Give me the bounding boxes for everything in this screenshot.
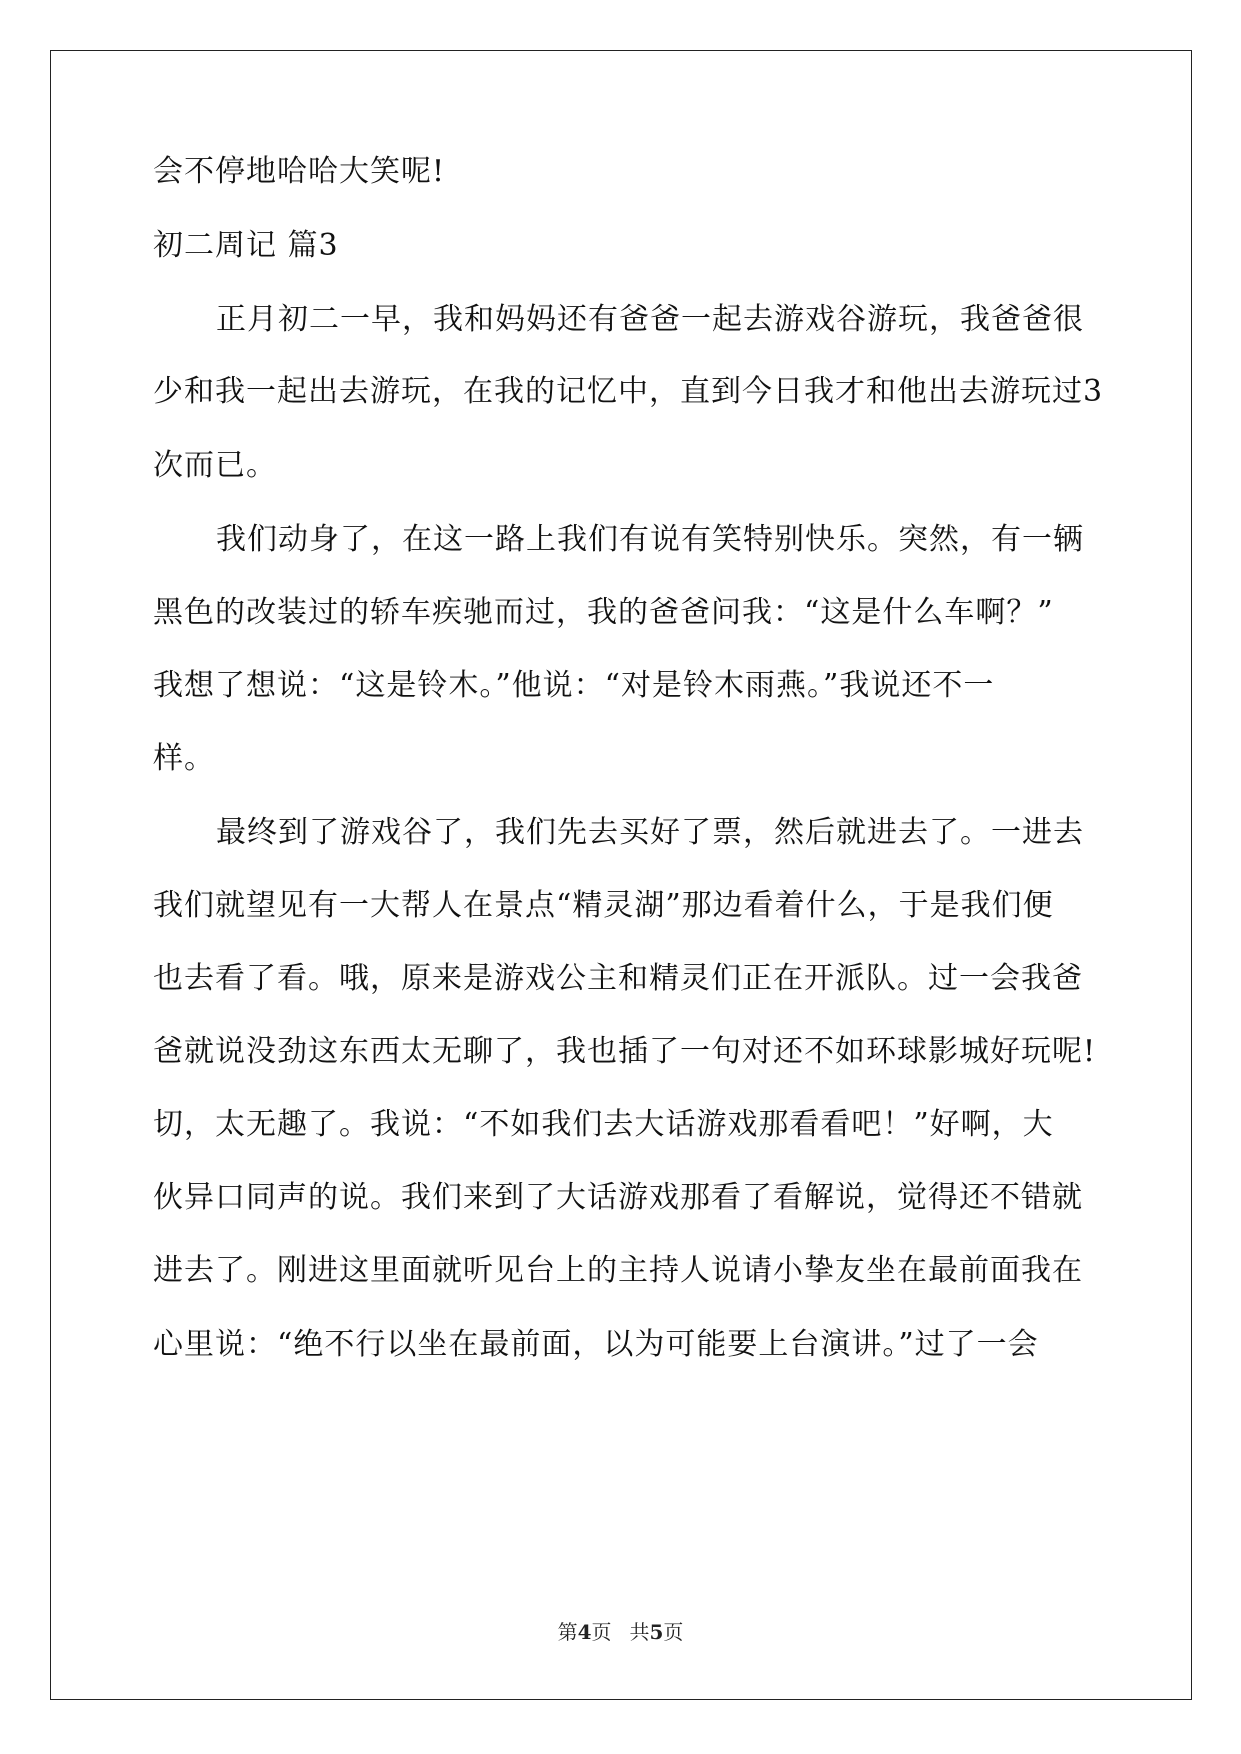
text-line: 爸就说没劲这东西太无聊了，我也插了一句对还不如环球影城好玩呢!	[153, 1034, 1097, 1069]
text-line: 我想了想说：“这是铃木。”他说：“对是铃木雨燕。”我说还不一	[153, 668, 995, 703]
paragraph-first-line: 我们动身了，在这一路上我们有说有笑特别快乐。突然，有一辆	[216, 522, 1084, 557]
section-heading: 初二周记 篇3	[153, 228, 339, 263]
total-page-number: 5	[649, 1620, 664, 1644]
page-suffix: 页	[591, 1620, 612, 1644]
text-line: 黑色的改装过的轿车疾驰而过，我的爸爸问我：“这是什么车啊？”	[153, 595, 1054, 630]
text-line: 我们就望见有一大帮人在景点“精灵湖”那边看着什么，于是我们便	[153, 888, 1054, 923]
total-suffix: 页	[663, 1620, 684, 1644]
total-prefix: 共	[629, 1620, 650, 1644]
paragraph-first-line: 最终到了游戏谷了，我们先去买好了票，然后就进去了。一进去	[216, 815, 1084, 850]
text-line: 会不停地哈哈大笑呢!	[153, 154, 446, 189]
page-footer	[0, 1619, 1241, 1645]
text-line: 也去看了看。哦，原来是游戏公主和精灵们正在开派队。过一会我爸	[153, 961, 1083, 996]
paragraph-first-line: 正月初二一早，我和妈妈还有爸爸一起去游戏谷游玩，我爸爸很	[216, 302, 1084, 337]
text-line: 伙异口同声的说。我们来到了大话游戏那看了看解说，觉得还不错就	[153, 1180, 1083, 1215]
page-border	[50, 50, 1192, 1700]
text-line: 进去了。刚进这里面就听见台上的主持人说请小挚友坐在最前面我在	[153, 1253, 1083, 1288]
text-line: 样。	[153, 741, 215, 776]
text-line: 次而已。	[153, 448, 277, 483]
text-line: 心里说：“绝不行以坐在最前面，以为可能要上台演讲。”过了一会	[153, 1327, 1039, 1362]
current-page-number: 4	[577, 1620, 592, 1644]
text-line: 切，太无趣了。我说：“不如我们去大话游戏那看看吧！”好啊，大	[153, 1107, 1054, 1142]
page-prefix: 第	[557, 1620, 578, 1644]
text-line: 少和我一起出去游玩，在我的记忆中，直到今日我才和他出去游玩过3	[153, 374, 1104, 409]
